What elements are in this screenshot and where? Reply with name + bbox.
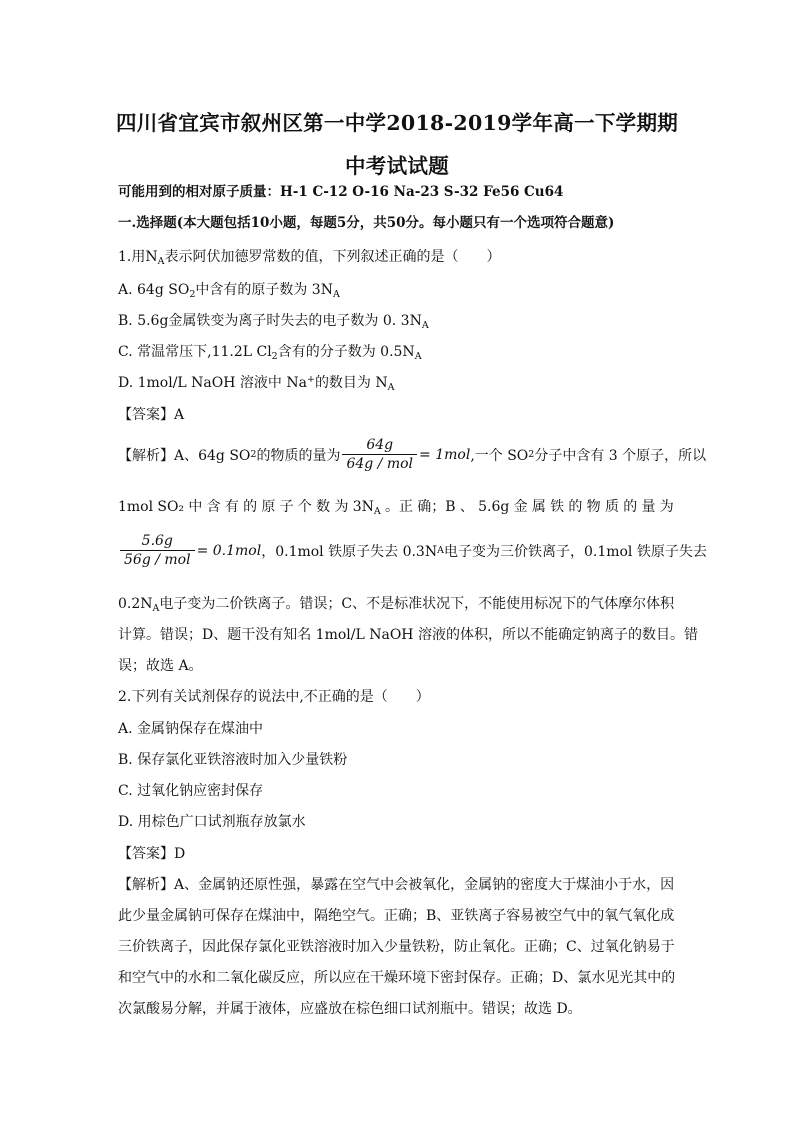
q2-option-b: B. 保存氯化亚铁溶液时加入少量铁粉: [118, 752, 348, 768]
q1-option-b: B. 5.6g金属铁变为离子时失去的电子数为 0. $3N_A$: [118, 313, 429, 331]
section-heading: 一.选择题(本大题包括10小题，每题5分，共50分。每小题只有一个选项符合题意): [118, 215, 615, 231]
fraction-64g: $\frac{64g}{\text{64g / mol}}$: [342, 436, 417, 473]
q1-stem: 1.用$N_A$表示阿伏加德罗常数的值，下列叙述正确的是（ ）: [118, 249, 501, 267]
q2-explanation-line-5: 次氯酸易分解，并属于液体，应盛放在棕色细口试剂瓶中。错误；故选 D。: [118, 1001, 582, 1017]
q2-explanation-line-4: 和空气中的水和二氧化碳反应，所以应在干燥环境下密封保存。正确；D、氯水见光其中的: [118, 970, 676, 986]
q1-explanation-line-5: 计算。错误；D、题干没有知名 1mol/L NaOH 溶液的体积，所以不能确定钠离子的数目。错: [118, 627, 698, 643]
q2-explanation-line-1: 【解析】A、金属钠还原性强，暴露在空气中会被氧化，金属钠的密度大于煤油小于水，因: [118, 877, 675, 893]
q2-answer: 【答案】D: [118, 846, 186, 862]
q2-stem: 2.下列有关试剂保存的说法中,不正确的是（ ）: [118, 689, 430, 705]
q1-option-c: C. 常温常压下,11.2L $Cl_2$含有的分子数为 $0.5N_A$: [118, 344, 422, 362]
q2-option-a: A. 金属钠保存在煤油中: [118, 721, 264, 737]
q2-option-d: D. 用棕色广口试剂瓶存放氯水: [118, 814, 306, 830]
q2-option-c: C. 过氧化钠应密封保存: [118, 783, 264, 799]
q1-explanation-line-3: $\frac{5.6g}{\text{56g / mol}}$ = 0.1mol ，0.1mol 铁原子失去 0.3N A 电子变为三价铁离子，0.1mol 铁原子失去: [118, 532, 707, 569]
title-line-1: 四川省宜宾市叙州区第一中学2018-2019学年高一下学期期: [115, 111, 679, 135]
q1-option-a: A. 64g $SO_2$中含有的原子数为 $3N_A$: [118, 282, 340, 300]
q1-option-d: D. 1mol/L NaOH 溶液中 Na+的数目为 $N_A$: [118, 374, 395, 393]
q1-answer: 【答案】A: [118, 407, 185, 423]
fraction-5-6g: $\frac{5.6g}{\text{56g / mol}}$: [120, 532, 195, 569]
q2-explanation-line-2: 此少量金属钠可保存在煤油中，隔绝空气。正确；B、亚铁离子容易被空气中的氧气氧化成: [118, 908, 675, 924]
q1-explanation-line-6: 误；故选 A。: [118, 658, 203, 674]
title-line-2: 中考试试题: [345, 154, 449, 178]
q1-explanation-line-4: $0.2N_A$电子变为二价铁离子。错误；C、不是标准状况下，不能使用标况下的气体摩尔体积: [118, 596, 675, 614]
q1-explanation-line-1: 【解析】A、64g SO 2 的物质的量为 $\frac{64g}{\text{64g / mol}}$ = 1mol ,一个 SO 2 分子中含有 3 个原子，所以: [118, 437, 707, 472]
q1-explanation-line-2: 1mol SO₂ 中 含 有 的 原 子 个 数 为 $3N_A$ 。正 确；B 、 5.6g 金 属 铁 的 物 质 的 量 为: [118, 499, 674, 517]
atomic-mass-line: 可能用到的相对原子质量：H-1 C-12 O-16 Na-23 S-32 Fe56 Cu64: [118, 184, 564, 200]
q2-explanation-line-3: 三价铁离子，因此保存氯化亚铁溶液时加入少量铁粉，防止氧化。正确；C、过氧化钠易于: [118, 939, 675, 955]
